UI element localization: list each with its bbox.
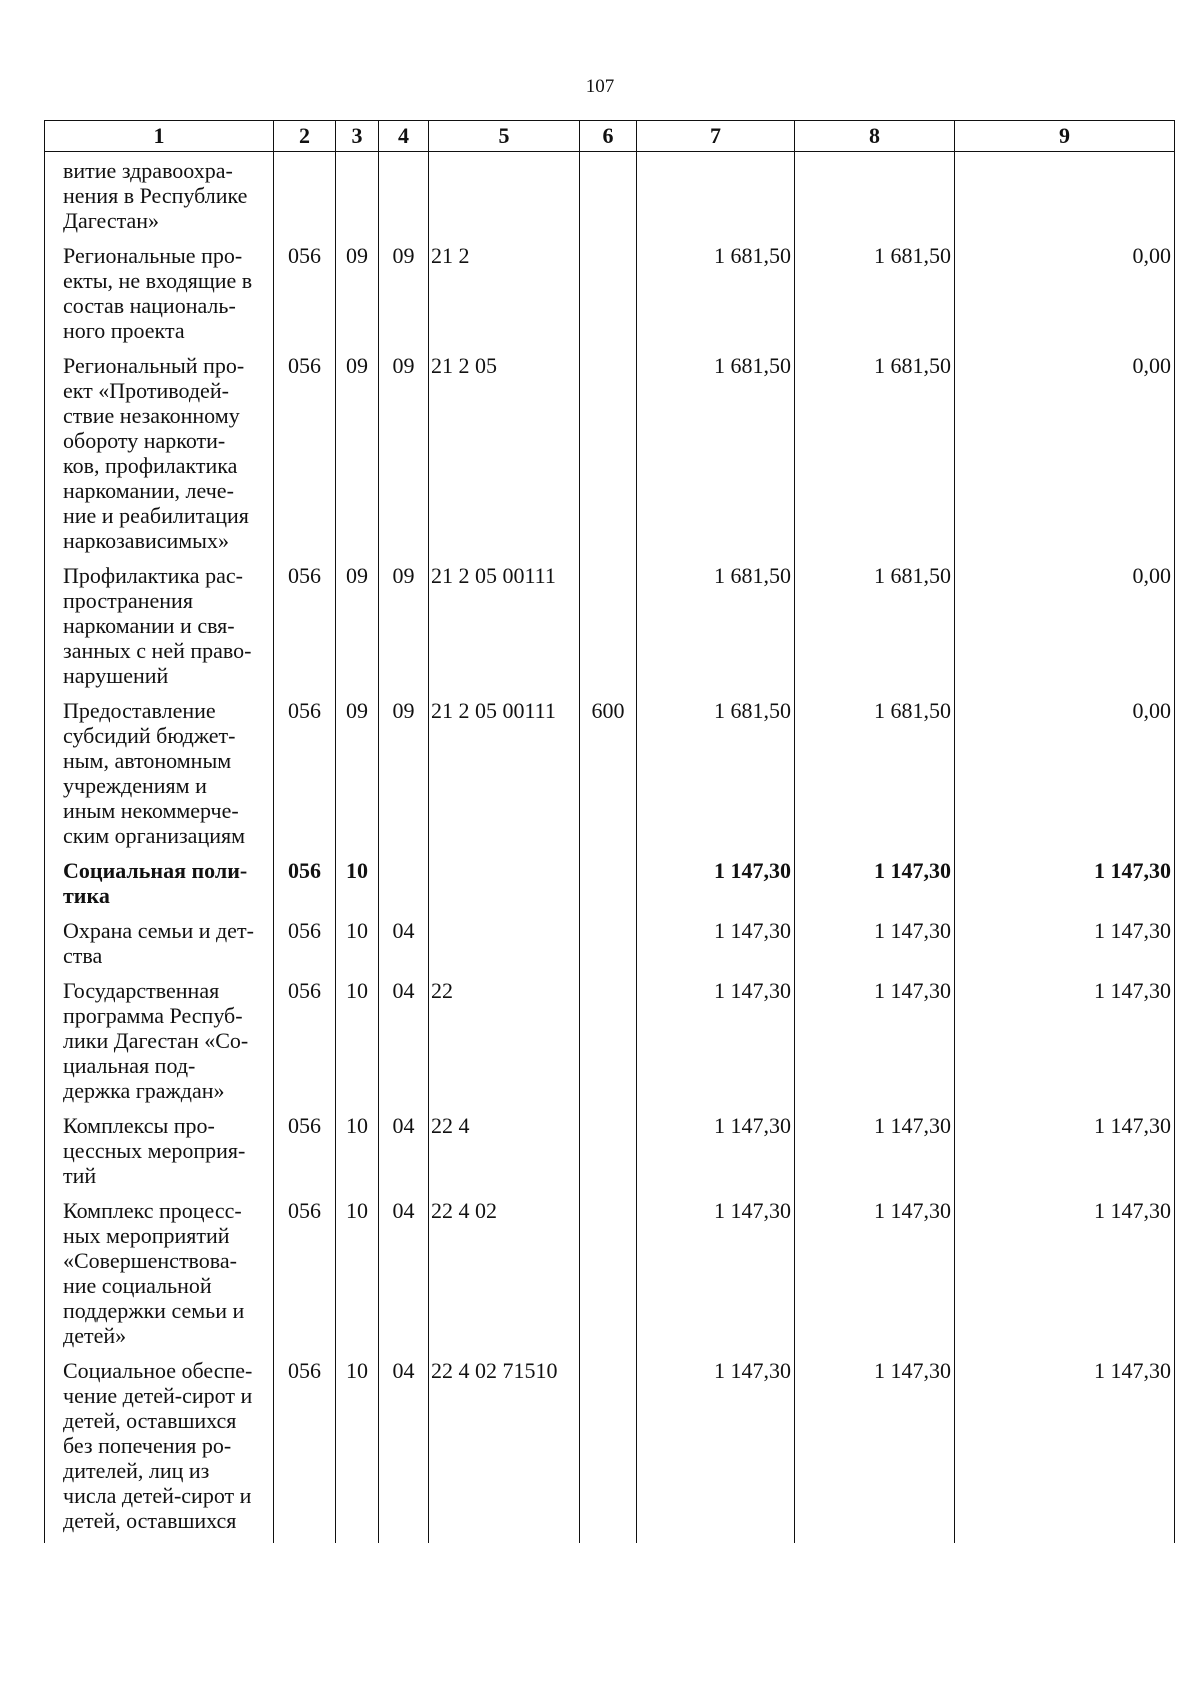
row-section-cell bbox=[336, 1103, 379, 1188]
row-amount-col8-cell bbox=[795, 908, 955, 968]
row-subsection-cell bbox=[379, 968, 429, 1103]
row-admin-code-cell bbox=[274, 553, 336, 688]
row-amount-col8-cell bbox=[795, 968, 955, 1103]
row-target-article-cell bbox=[429, 1188, 580, 1348]
row-amount-col9-cell bbox=[955, 343, 1175, 553]
row-section-cell bbox=[336, 908, 379, 968]
row-amount-col8-cell bbox=[795, 343, 955, 553]
row-amount-col8-cell bbox=[795, 152, 955, 234]
row-amount-col7-text: 1 681,50 bbox=[714, 698, 791, 723]
header-col-5: 5 bbox=[429, 121, 580, 152]
row-admin-code-cell bbox=[274, 1348, 336, 1543]
row-subsection-text: 09 bbox=[392, 353, 415, 378]
row-name-text: Комплекс процесс- ных мероприятий «Совершенствова- ние социальной поддержки семьи и детей» bbox=[63, 1198, 245, 1348]
row-name-cell bbox=[45, 688, 274, 848]
row-target-article-text: 22 bbox=[431, 978, 453, 1003]
row-subsection-text: 04 bbox=[392, 1113, 415, 1138]
row-target-article-cell bbox=[429, 1103, 580, 1188]
row-name-text: витие здравоохра- нения в Республике Дагестан» bbox=[63, 158, 248, 233]
table-row bbox=[45, 1103, 1175, 1188]
row-amount-col8-text: 1 681,50 bbox=[874, 353, 951, 378]
row-name-text: Предоставление субсидий бюджет- ным, автономным учреждениям и иным некоммерче- ским организациям bbox=[63, 698, 246, 848]
row-subsection-text: 09 bbox=[392, 563, 415, 588]
row-amount-col9-text: 0,00 bbox=[1132, 698, 1171, 723]
row-name-text: Государственная программа Респуб- лики Дагестан «Со- циальная под- держка граждан» bbox=[63, 978, 249, 1103]
row-amount-col8-text: 1 147,30 bbox=[874, 858, 951, 883]
row-admin-code-text: 056 bbox=[288, 353, 321, 378]
row-admin-code-cell bbox=[274, 688, 336, 848]
row-admin-code-cell bbox=[274, 343, 336, 553]
row-subsection-cell bbox=[379, 1188, 429, 1348]
row-section-text: 10 bbox=[346, 978, 368, 1003]
row-amount-col7-cell bbox=[637, 848, 795, 908]
header-col-3: 3 bbox=[336, 121, 379, 152]
row-name-cell bbox=[45, 1348, 274, 1543]
row-section-cell bbox=[336, 233, 379, 343]
row-amount-col7-text: 1 681,50 bbox=[714, 563, 791, 588]
row-amount-col8-text: 1 147,30 bbox=[874, 918, 951, 943]
row-expense-type-cell bbox=[580, 848, 637, 908]
table-row bbox=[45, 968, 1175, 1103]
row-name-cell bbox=[45, 968, 274, 1103]
row-name-cell bbox=[45, 908, 274, 968]
table-row bbox=[45, 343, 1175, 553]
header-col-8: 8 bbox=[795, 121, 955, 152]
row-target-article-cell bbox=[429, 553, 580, 688]
row-amount-col7-cell bbox=[637, 233, 795, 343]
table-row bbox=[45, 553, 1175, 688]
row-section-text: 09 bbox=[346, 698, 368, 723]
header-col-2: 2 bbox=[274, 121, 336, 152]
row-name-cell bbox=[45, 233, 274, 343]
row-name-cell bbox=[45, 553, 274, 688]
row-expense-type-cell bbox=[580, 152, 637, 234]
row-target-article-cell bbox=[429, 233, 580, 343]
row-section-text: 10 bbox=[346, 858, 368, 883]
table-row bbox=[45, 152, 1175, 234]
header-col-7: 7 bbox=[637, 121, 795, 152]
row-section-cell bbox=[336, 343, 379, 553]
row-amount-col9-text: 0,00 bbox=[1132, 353, 1171, 378]
row-target-article-cell bbox=[429, 848, 580, 908]
row-expense-type-cell bbox=[580, 1348, 637, 1543]
table-row bbox=[45, 688, 1175, 848]
table-row bbox=[45, 848, 1175, 908]
row-target-article-cell bbox=[429, 968, 580, 1103]
row-amount-col7-cell bbox=[637, 343, 795, 553]
row-amount-col9-cell bbox=[955, 1188, 1175, 1348]
row-amount-col7-cell bbox=[637, 1103, 795, 1188]
row-amount-col9-cell bbox=[955, 848, 1175, 908]
row-expense-type-cell bbox=[580, 968, 637, 1103]
table-row bbox=[45, 233, 1175, 343]
row-amount-col7-cell bbox=[637, 1348, 795, 1543]
row-admin-code-text: 056 bbox=[288, 698, 321, 723]
row-name-text: Охрана семьи и дет- ства bbox=[63, 918, 254, 968]
row-admin-code-cell bbox=[274, 908, 336, 968]
row-amount-col9-text: 1 147,30 bbox=[1094, 918, 1171, 943]
row-amount-col9-cell bbox=[955, 1348, 1175, 1543]
row-name-cell bbox=[45, 152, 274, 234]
row-subsection-text: 04 bbox=[392, 1358, 415, 1383]
header-col-1: 1 bbox=[45, 121, 274, 152]
table-row bbox=[45, 1188, 1175, 1348]
budget-table-grid bbox=[44, 120, 1175, 1543]
row-admin-code-text: 056 bbox=[288, 978, 321, 1003]
row-amount-col9-text: 0,00 bbox=[1132, 243, 1171, 268]
row-amount-col7-text: 1 147,30 bbox=[714, 978, 791, 1003]
row-section-cell bbox=[336, 968, 379, 1103]
row-expense-type-cell bbox=[580, 908, 637, 968]
row-amount-col8-cell bbox=[795, 1348, 955, 1543]
row-section-cell bbox=[336, 688, 379, 848]
row-amount-col8-text: 1 147,30 bbox=[874, 978, 951, 1003]
row-amount-col7-cell bbox=[637, 908, 795, 968]
row-amount-col8-text: 1 681,50 bbox=[874, 563, 951, 588]
row-section-cell bbox=[336, 553, 379, 688]
row-amount-col9-cell bbox=[955, 908, 1175, 968]
row-name-cell bbox=[45, 1103, 274, 1188]
row-admin-code-text: 056 bbox=[288, 918, 321, 943]
row-admin-code-text: 056 bbox=[288, 1113, 321, 1138]
row-amount-col9-text: 1 147,30 bbox=[1094, 1358, 1171, 1383]
row-target-article-text: 22 4 02 71510 bbox=[431, 1358, 558, 1383]
row-subsection-text: 09 bbox=[392, 243, 415, 268]
row-name-text: Комплексы про- цессных мероприя- тий bbox=[63, 1113, 246, 1188]
row-expense-type-cell bbox=[580, 553, 637, 688]
row-amount-col9-cell bbox=[955, 1103, 1175, 1188]
row-admin-code-cell bbox=[274, 152, 336, 234]
row-amount-col9-text: 1 147,30 bbox=[1094, 978, 1171, 1003]
row-name-text: Социальная поли- тика bbox=[63, 858, 248, 908]
row-section-cell bbox=[336, 152, 379, 234]
row-amount-col8-cell bbox=[795, 1188, 955, 1348]
row-target-article-text: 21 2 05 00111 bbox=[431, 698, 556, 723]
row-amount-col9-cell bbox=[955, 968, 1175, 1103]
row-amount-col7-text: 1 147,30 bbox=[714, 1198, 791, 1223]
row-name-text: Профилактика рас- пространения наркомании и свя- занных с ней право- нарушений bbox=[63, 563, 252, 688]
row-amount-col9-text: 1 147,30 bbox=[1094, 1198, 1171, 1223]
row-section-cell bbox=[336, 848, 379, 908]
row-expense-type-cell bbox=[580, 688, 637, 848]
row-expense-type-cell bbox=[580, 1188, 637, 1348]
row-target-article-cell bbox=[429, 343, 580, 553]
row-amount-col8-cell bbox=[795, 1103, 955, 1188]
row-amount-col7-text: 1 681,50 bbox=[714, 243, 791, 268]
row-subsection-cell bbox=[379, 343, 429, 553]
row-admin-code-cell bbox=[274, 1188, 336, 1348]
row-amount-col7-cell bbox=[637, 152, 795, 234]
row-amount-col8-cell bbox=[795, 688, 955, 848]
row-expense-type-cell bbox=[580, 233, 637, 343]
header-col-6: 6 bbox=[580, 121, 637, 152]
row-amount-col9-text: 1 147,30 bbox=[1094, 1113, 1171, 1138]
row-amount-col9-cell bbox=[955, 553, 1175, 688]
row-amount-col8-text: 1 147,30 bbox=[874, 1358, 951, 1383]
row-target-article-cell bbox=[429, 688, 580, 848]
row-amount-col9-cell bbox=[955, 233, 1175, 343]
row-admin-code-cell bbox=[274, 233, 336, 343]
row-target-article-text: 22 4 02 bbox=[431, 1198, 497, 1223]
row-amount-col7-cell bbox=[637, 553, 795, 688]
row-target-article-cell bbox=[429, 152, 580, 234]
row-subsection-cell bbox=[379, 233, 429, 343]
row-amount-col7-cell bbox=[637, 1188, 795, 1348]
table-body bbox=[45, 152, 1175, 1544]
table-row bbox=[45, 908, 1175, 968]
row-amount-col8-cell bbox=[795, 233, 955, 343]
row-name-cell bbox=[45, 343, 274, 553]
row-amount-col9-text: 1 147,30 bbox=[1094, 858, 1171, 883]
row-section-text: 10 bbox=[346, 1358, 368, 1383]
row-admin-code-text: 056 bbox=[288, 1198, 321, 1223]
row-target-article-text: 21 2 05 bbox=[431, 353, 497, 378]
row-section-text: 09 bbox=[346, 353, 368, 378]
row-subsection-cell bbox=[379, 1348, 429, 1543]
row-amount-col8-text: 1 147,30 bbox=[874, 1113, 951, 1138]
budget-table bbox=[44, 120, 1174, 1543]
row-admin-code-text: 056 bbox=[288, 563, 321, 588]
row-subsection-cell bbox=[379, 152, 429, 234]
row-section-text: 10 bbox=[346, 1113, 368, 1138]
table-header-row bbox=[45, 121, 1175, 152]
row-name-text: Региональный про- ект «Противодей- ствие незаконному обороту наркоти- ков, профилактика наркомании, лече- ние и реабилитация наркозависимых» bbox=[63, 353, 249, 553]
row-amount-col8-cell bbox=[795, 848, 955, 908]
row-subsection-cell bbox=[379, 553, 429, 688]
row-subsection-cell bbox=[379, 1103, 429, 1188]
row-name-cell bbox=[45, 1188, 274, 1348]
row-amount-col7-text: 1 681,50 bbox=[714, 353, 791, 378]
row-section-cell bbox=[336, 1348, 379, 1543]
row-target-article-text: 22 4 bbox=[431, 1113, 470, 1138]
row-subsection-text: 09 bbox=[392, 698, 415, 723]
row-target-article-cell bbox=[429, 908, 580, 968]
row-amount-col8-text: 1 147,30 bbox=[874, 1198, 951, 1223]
row-admin-code-text: 056 bbox=[288, 243, 321, 268]
row-name-text: Региональные про- екты, не входящие в состав националь- ного проекта bbox=[63, 243, 253, 343]
row-subsection-text: 04 bbox=[392, 918, 415, 943]
row-amount-col8-text: 1 681,50 bbox=[874, 698, 951, 723]
row-amount-col7-text: 1 147,30 bbox=[714, 858, 791, 883]
table-row bbox=[45, 1348, 1175, 1543]
row-section-text: 09 bbox=[346, 243, 368, 268]
row-admin-code-text: 056 bbox=[288, 1358, 321, 1383]
row-subsection-cell bbox=[379, 688, 429, 848]
row-amount-col9-cell bbox=[955, 688, 1175, 848]
row-amount-col7-text: 1 147,30 bbox=[714, 1358, 791, 1383]
row-name-text: Социальное обеспе- чение детей-сирот и детей, оставшихся без попечения ро- дителей, лиц из числа детей-сирот и детей, оставшихся bbox=[63, 1358, 253, 1533]
row-amount-col8-cell bbox=[795, 553, 955, 688]
row-admin-code-cell bbox=[274, 848, 336, 908]
row-target-article-cell bbox=[429, 1348, 580, 1543]
row-amount-col9-cell bbox=[955, 152, 1175, 234]
row-section-text: 09 bbox=[346, 563, 368, 588]
row-admin-code-text: 056 bbox=[288, 858, 321, 883]
row-target-article-text: 21 2 05 00111 bbox=[431, 563, 556, 588]
row-expense-type-cell bbox=[580, 1103, 637, 1188]
row-admin-code-cell bbox=[274, 968, 336, 1103]
page-number: 107 bbox=[585, 76, 615, 97]
row-subsection-text: 04 bbox=[392, 1198, 415, 1223]
row-amount-col7-cell bbox=[637, 968, 795, 1103]
row-target-article-text: 21 2 bbox=[431, 243, 470, 268]
row-subsection-text: 04 bbox=[392, 978, 415, 1003]
row-name-cell bbox=[45, 848, 274, 908]
row-amount-col7-text: 1 147,30 bbox=[714, 918, 791, 943]
row-expense-type-cell bbox=[580, 343, 637, 553]
row-amount-col7-text: 1 147,30 bbox=[714, 1113, 791, 1138]
row-expense-type-text: 600 bbox=[591, 698, 625, 723]
row-admin-code-cell bbox=[274, 1103, 336, 1188]
row-amount-col9-text: 0,00 bbox=[1132, 563, 1171, 588]
row-subsection-cell bbox=[379, 908, 429, 968]
row-amount-col8-text: 1 681,50 bbox=[874, 243, 951, 268]
row-section-text: 10 bbox=[346, 918, 368, 943]
row-subsection-cell bbox=[379, 848, 429, 908]
header-col-4: 4 bbox=[379, 121, 429, 152]
row-section-cell bbox=[336, 1188, 379, 1348]
header-col-9: 9 bbox=[955, 121, 1175, 152]
row-amount-col7-cell bbox=[637, 688, 795, 848]
row-section-text: 10 bbox=[346, 1198, 368, 1223]
